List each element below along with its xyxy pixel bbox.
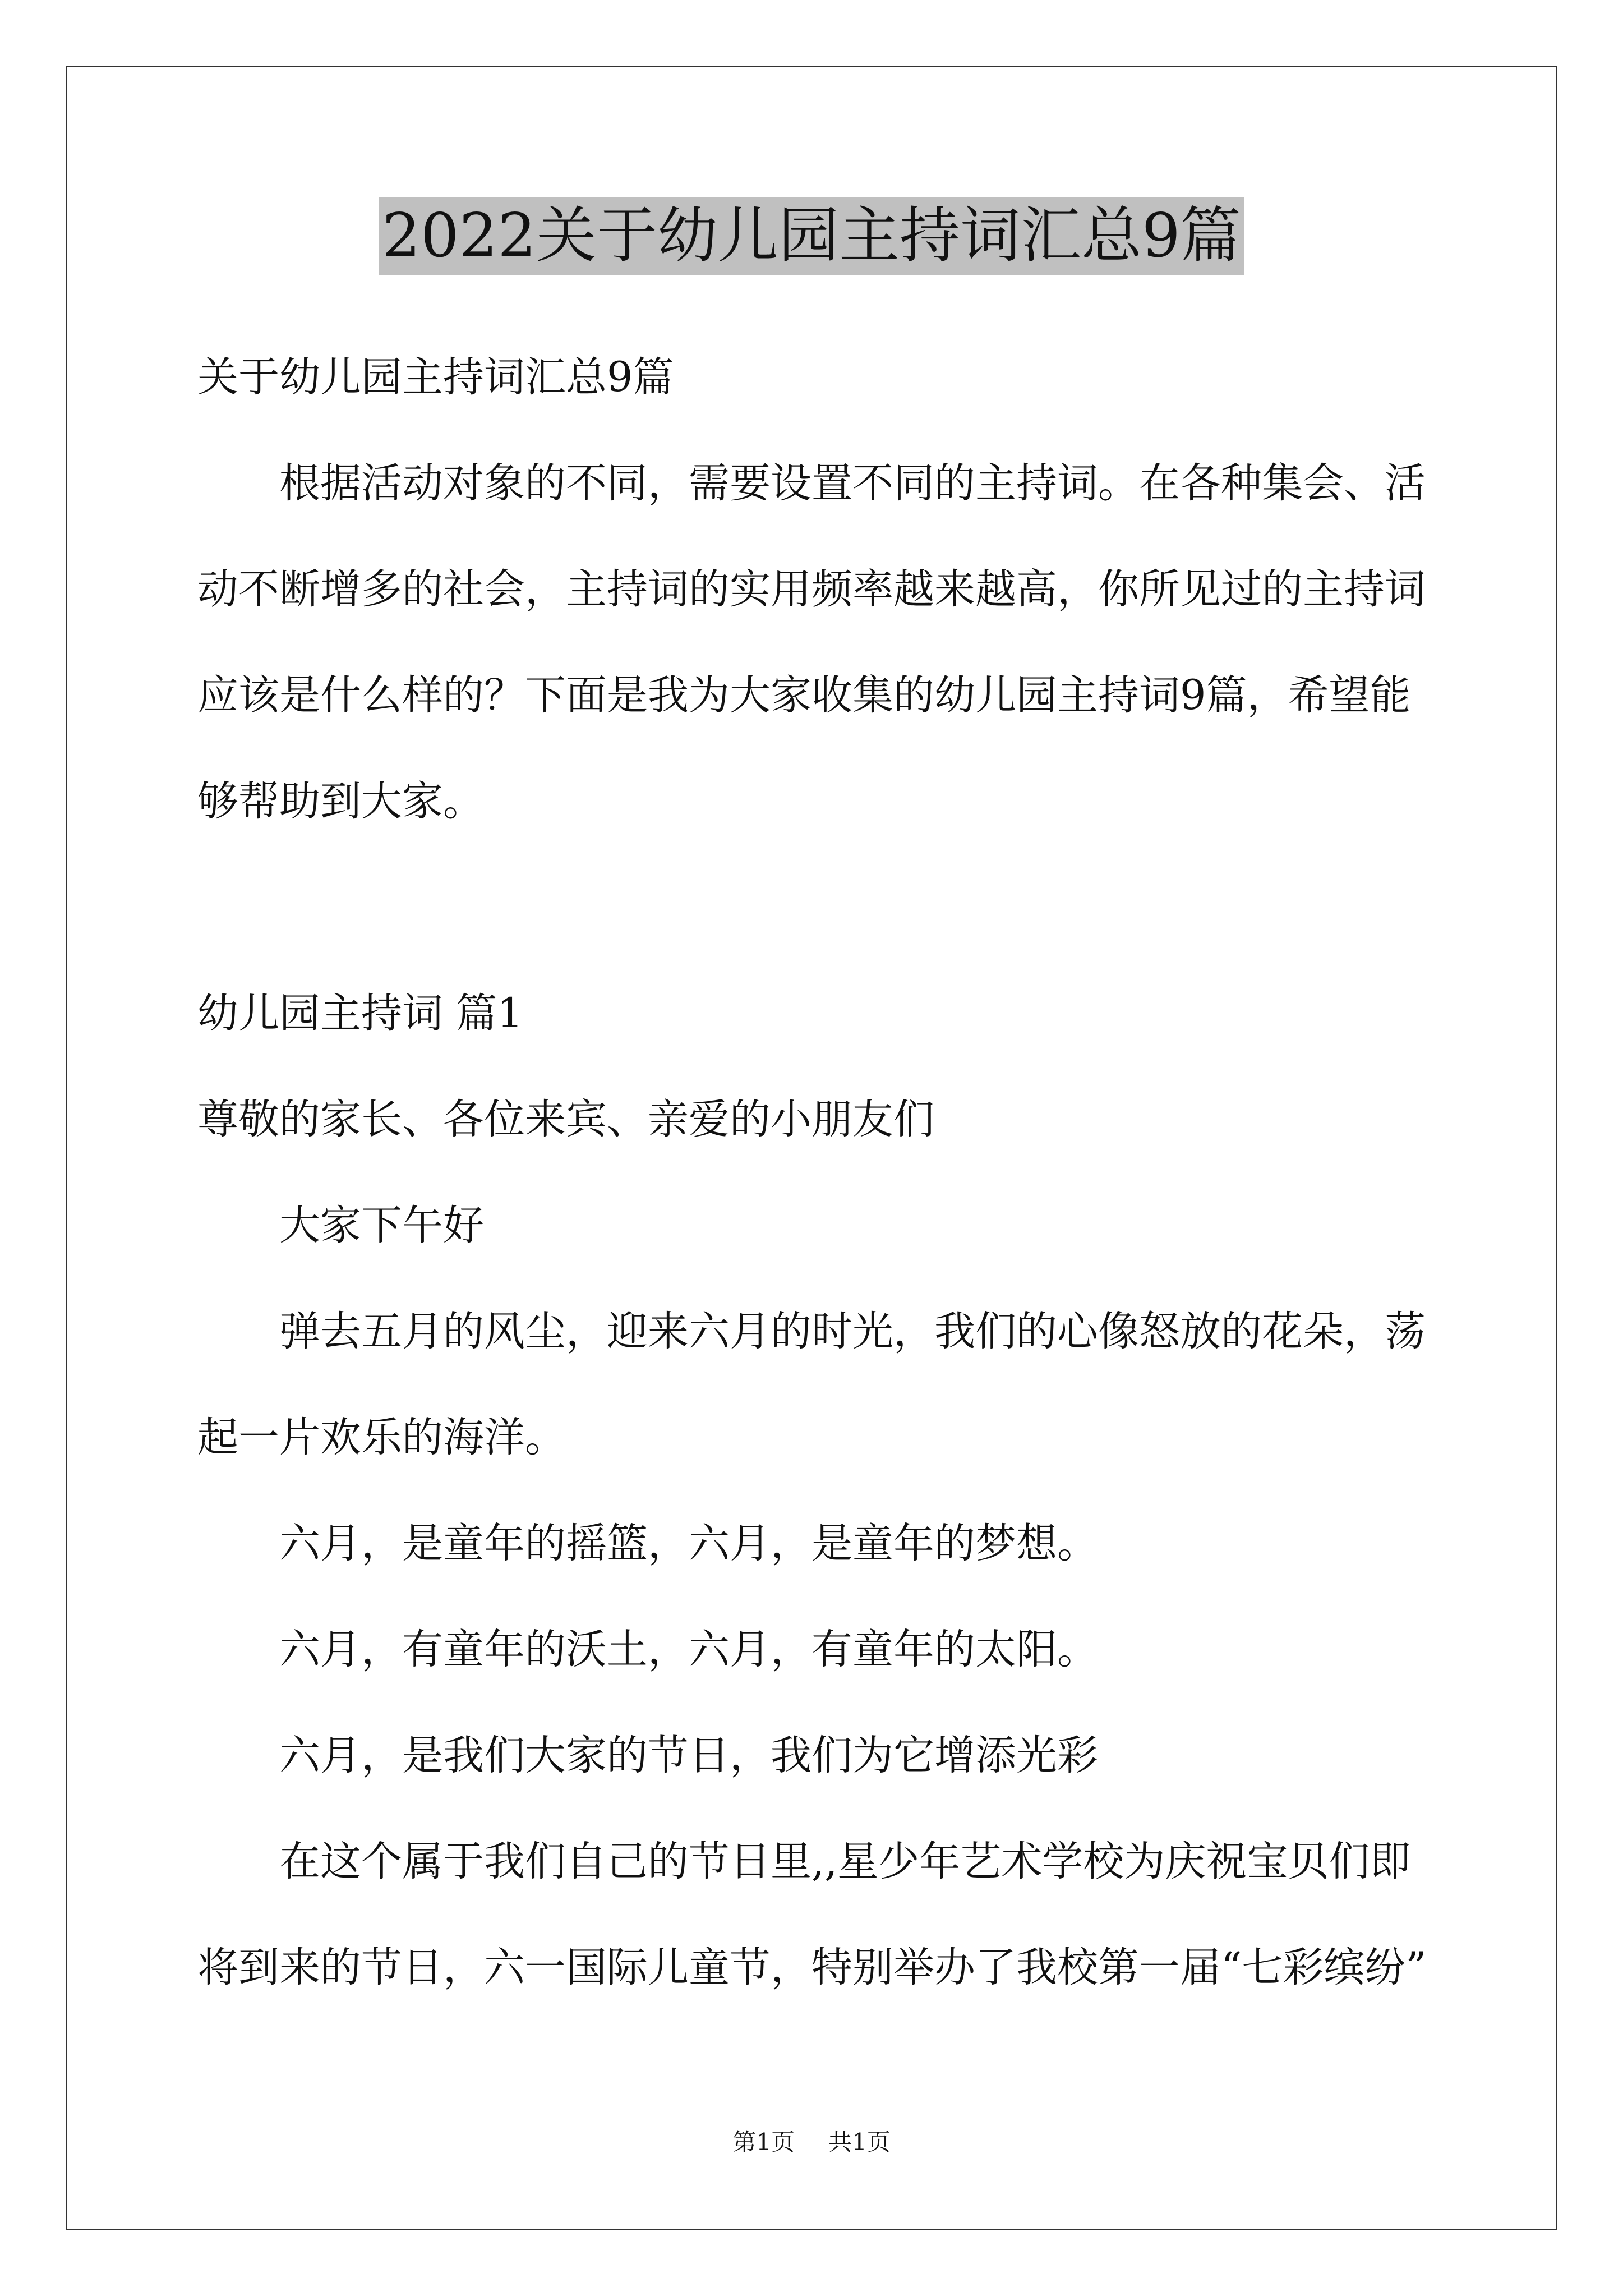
section-line: 六月，有童年的沃土，六月，有童年的太阳。 xyxy=(279,1626,1098,1673)
section-heading: 幼儿园主持词 篇1 xyxy=(197,990,523,1037)
subtitle: 关于幼儿园主持词汇总9篇 xyxy=(197,353,674,401)
section-line: 六月，是我们大家的节日，我们为它增添光彩 xyxy=(279,1732,1098,1779)
section-line: 弹去五月的风尘，迎来六月的时光，我们的心像怒放的花朵，荡 xyxy=(279,1308,1426,1355)
document-title: 2022关于幼儿园主持词汇总9篇 xyxy=(379,197,1244,275)
intro-line: 动不断增多的社会，主持词的实用频率越来越高，你所见过的主持词 xyxy=(197,565,1426,613)
total-pages-label: 共1页 xyxy=(828,2128,891,2156)
section-line: 将到来的节日，六一国际儿童节，特别举办了我校第一届“七彩缤纷” xyxy=(197,1944,1427,1991)
section-line: 在这个属于我们自己的节日里,,星少年艺术学校为庆祝宝贝们即 xyxy=(279,1838,1411,1885)
document-body xyxy=(197,324,1487,2021)
section-line: 六月，是童年的摇篮，六月，是童年的梦想。 xyxy=(279,1520,1098,1567)
section-line: 起一片欢乐的海洋。 xyxy=(197,1414,566,1461)
section-line: 尊敬的家长、各位来宾、亲爱的小朋友们 xyxy=(197,1096,934,1143)
intro-line: 应该是什么样的？下面是我为大家收集的幼儿园主持词9篇，希望能 xyxy=(197,671,1411,719)
page-footer xyxy=(0,2125,1623,2159)
title-container xyxy=(0,197,1623,275)
intro-line: 根据活动对象的不同，需要设置不同的主持词。在各种集会、活 xyxy=(279,459,1426,507)
blank-line xyxy=(197,854,1487,960)
intro-line: 够帮助到大家。 xyxy=(197,777,484,825)
section-line: 大家下午好 xyxy=(279,1202,484,1249)
current-page-label: 第1页 xyxy=(732,2128,795,2156)
